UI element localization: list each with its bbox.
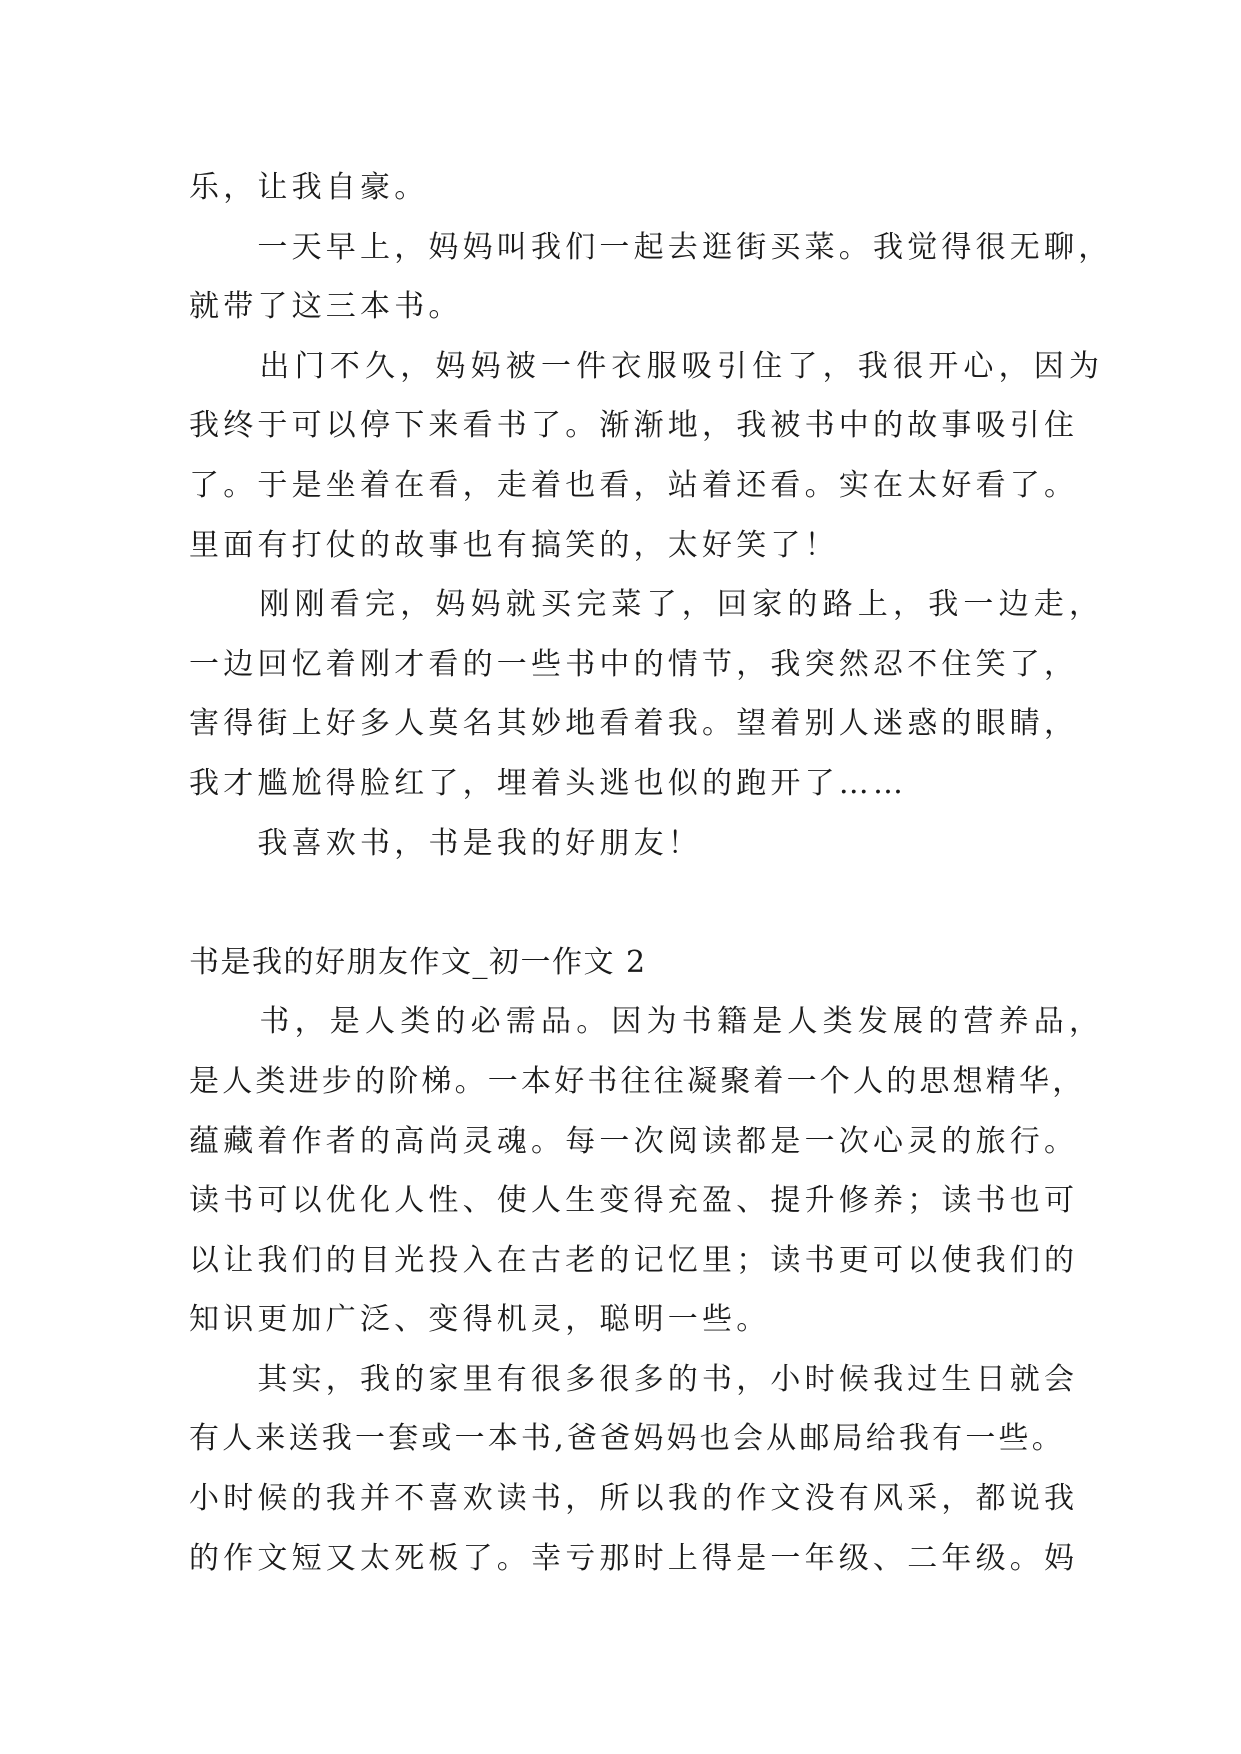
text-line: 害得街上好多人莫名其妙地看着我。望着别人迷惑的眼睛， [189, 706, 1079, 742]
text-line: 一天早上，妈妈叫我们一起去逛街买菜。我觉得很无聊， [189, 229, 1113, 265]
text-line: 一边回忆着刚才看的一些书中的情节，我突然忍不住笑了， [189, 646, 1079, 682]
text-line: 蕴藏着作者的高尚灵魂。每一次阅读都是一次心灵的旅行。 [189, 1123, 1079, 1159]
text-line: 是人类进步的阶梯。一本好书往往凝聚着一个人的思想精华， [189, 1063, 1086, 1099]
text-line: 了。于是坐着在看，走着也看，站着还看。实在太好看了。 [189, 467, 1079, 503]
text-line: 里面有打仗的故事也有搞笑的，太好笑了！ [189, 527, 839, 563]
text-line: 书，是人类的必需品。因为书籍是人类发展的营养品， [189, 1004, 1105, 1040]
text-line: 其实，我的家里有很多很多的书，小时候我过生日就会 [189, 1361, 1079, 1397]
text-line: 以让我们的目光投入在古老的记忆里；读书更可以使我们的 [189, 1242, 1079, 1278]
text-line: 刚刚看完，妈妈就买完菜了，回家的路上，我一边走， [189, 587, 1105, 623]
text-line: 就带了这三本书。 [189, 289, 463, 325]
document-body [189, 158, 1113, 1588]
section-title: 书是我的好朋友作文_初一作文 2 [189, 944, 647, 980]
text-line: 我终于可以停下来看书了。渐渐地，我被书中的故事吸引住 [189, 408, 1079, 444]
text-line: 我才尴尬得脸红了，埋着头逃也似的跑开了…… [189, 765, 908, 801]
text-line: 小时候的我并不喜欢读书，所以我的作文没有风采，都说我 [189, 1481, 1079, 1517]
text-line: 的作文短又太死板了。幸亏那时上得是一年级、二年级。妈 [189, 1540, 1079, 1576]
text-line: 读书可以优化人性、使人生变得充盈、提升修养；读书也可 [189, 1183, 1079, 1219]
section-gap [189, 873, 1069, 933]
text-line: 乐，让我自豪。 [189, 170, 429, 205]
text-line: 有人来送我一套或一本书,爸爸妈妈也会从邮局给我有一些。 [189, 1421, 1065, 1457]
text-line: 出门不久，妈妈被一件衣服吸引住了，我很开心，因为 [189, 348, 1105, 384]
text-line: 知识更加广泛、变得机灵，聪明一些。 [189, 1302, 771, 1338]
text-line: 我喜欢书，书是我的好朋友！ [189, 825, 702, 861]
